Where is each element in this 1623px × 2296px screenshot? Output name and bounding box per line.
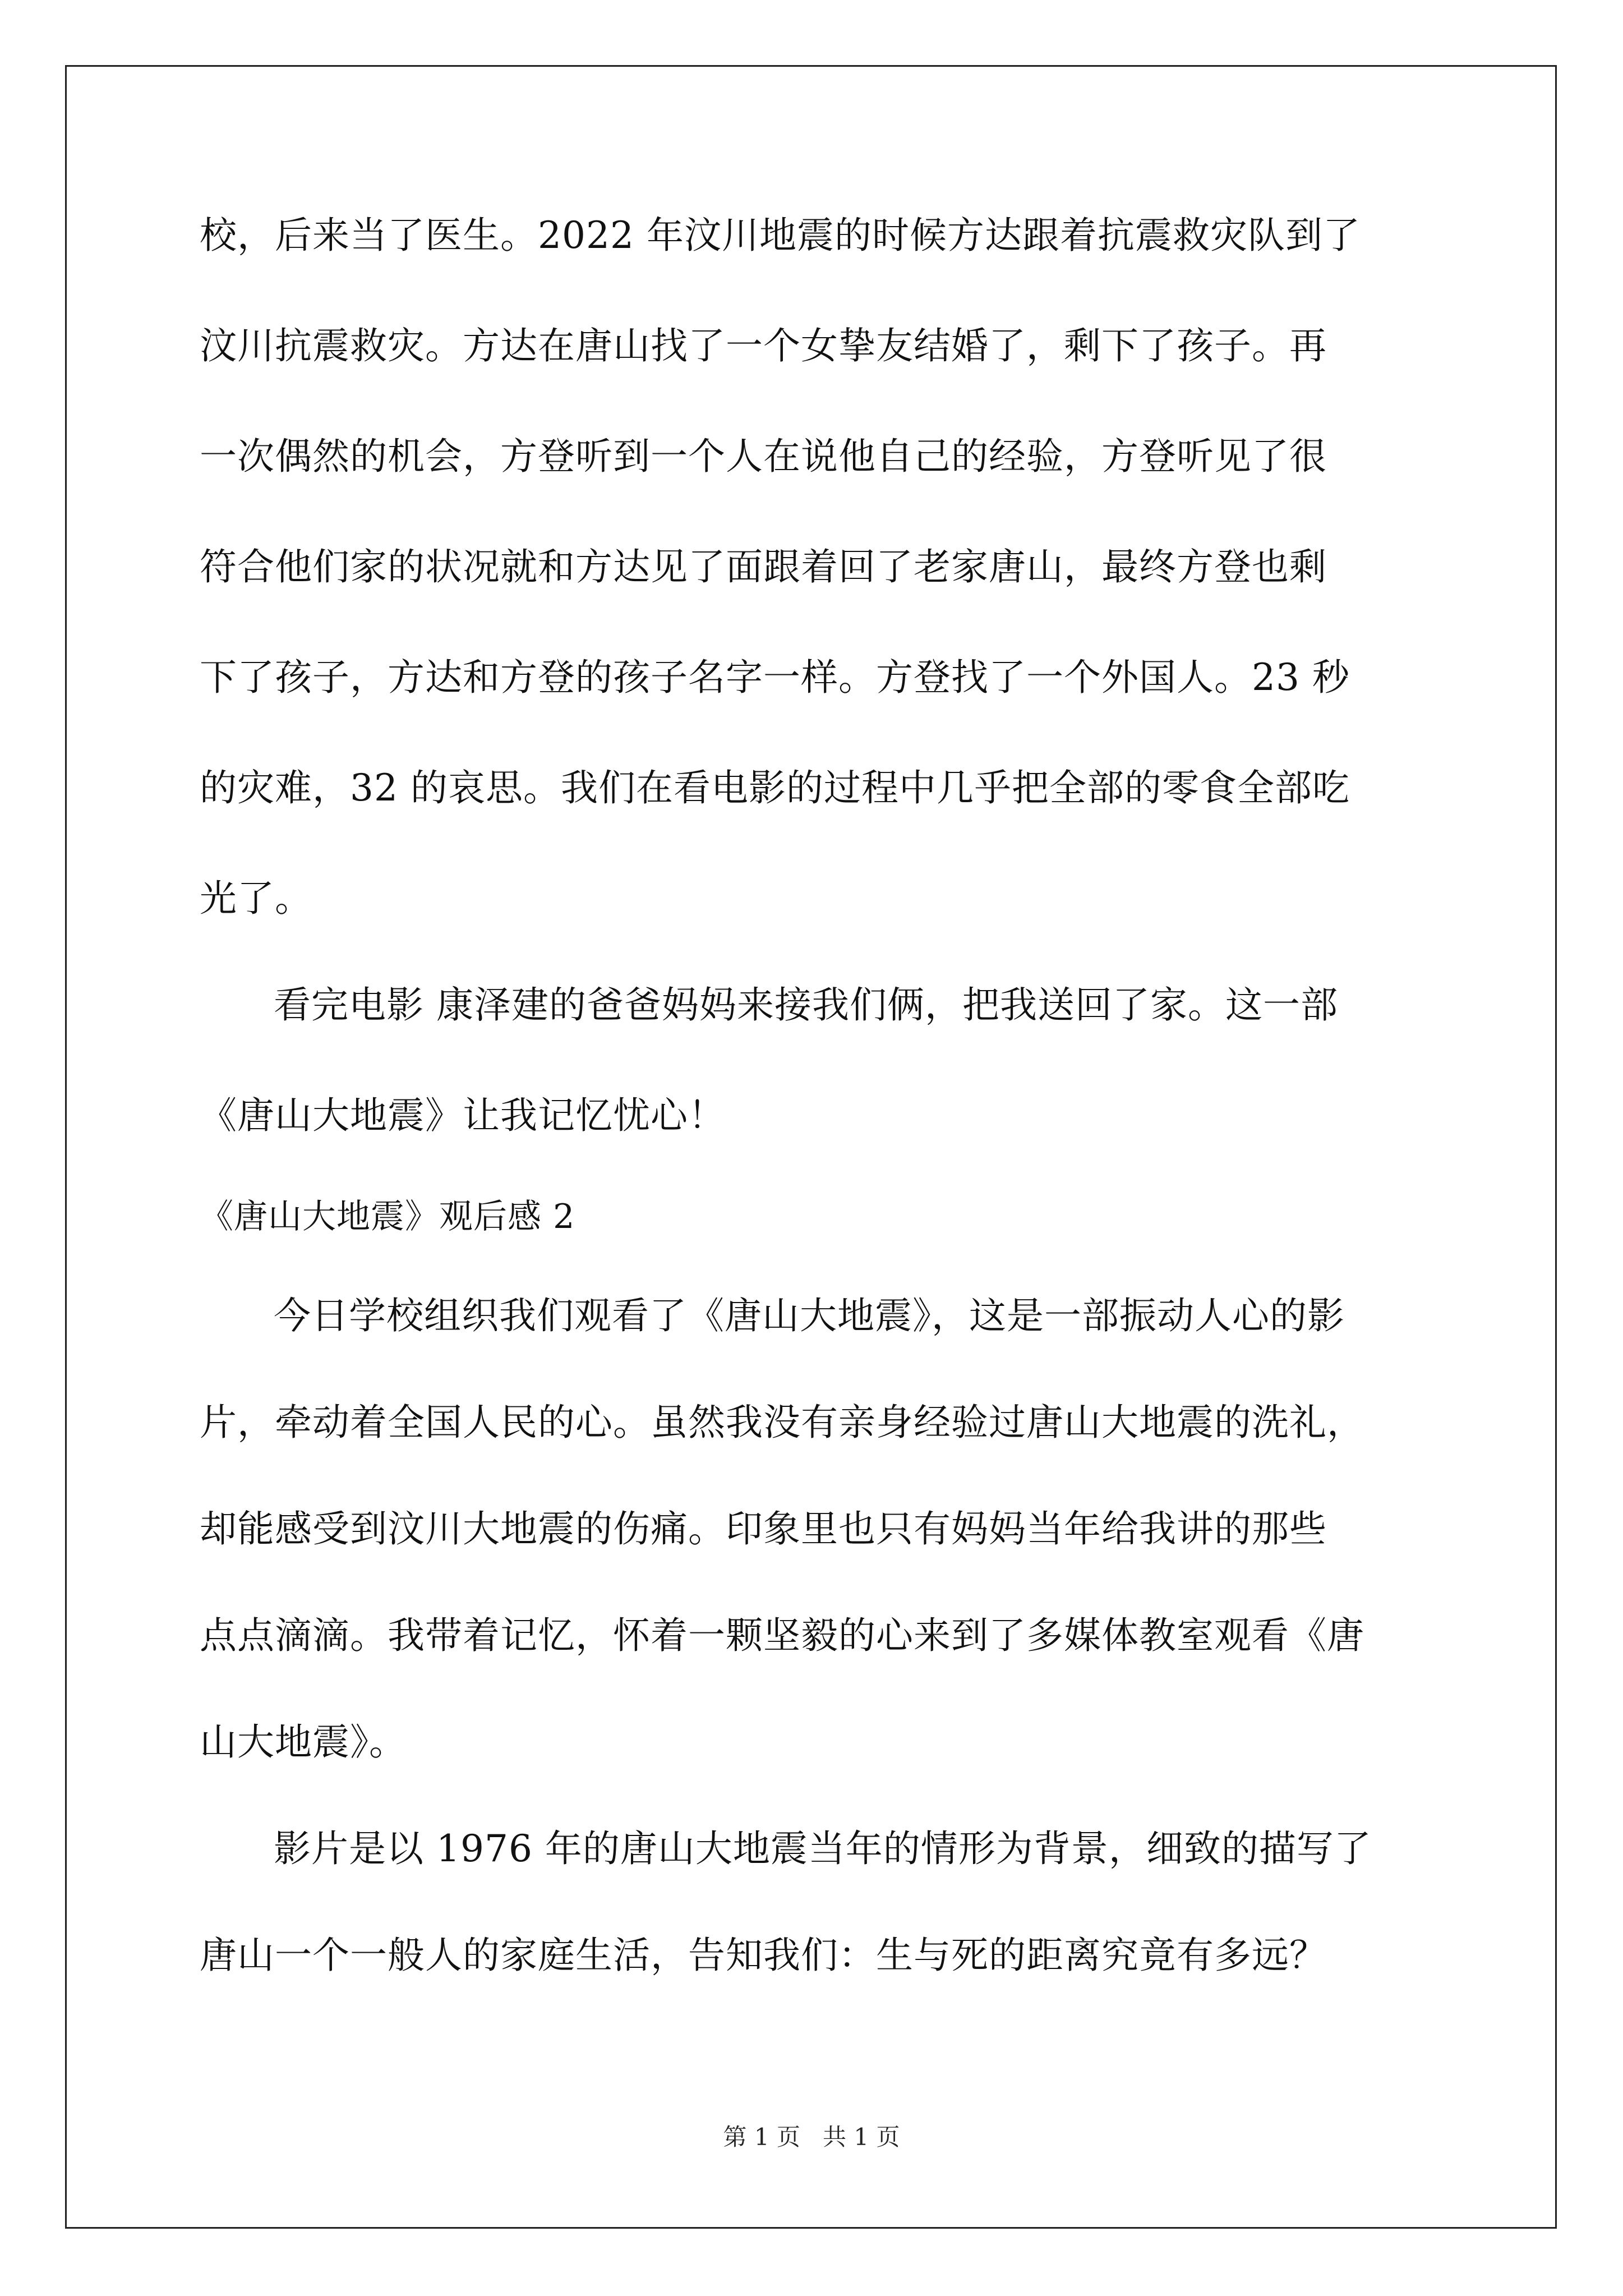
text-line: 片，牵动着全国人民的心。虽然我没有亲身经验过唐山大地震的洗礼， xyxy=(200,1401,1364,1444)
text-line: 今日学校组织我们观看了《唐山大地震》，这是一部振动人心的影 xyxy=(274,1294,1345,1337)
text-line: 校，后来当了医生。2022 年汶川地震的时候方达跟着抗震救灾队到了 xyxy=(200,214,1361,257)
text-line: 汶川抗震救灾。方达在唐山找了一个女挚友结婚了，剩下了孩子。再 xyxy=(200,324,1327,367)
text-line: 符合他们家的状况就和方达见了面跟着回了老家唐山，最终方登也剩 xyxy=(200,545,1327,588)
text-line: 《唐山大地震》让我记忆忧心！ xyxy=(200,1094,726,1137)
page-number-footer: 第 1 页 共 1 页 xyxy=(723,2123,900,2151)
text-line: 看完电影 康泽建的爸爸妈妈来接我们俩，把我送回了家。这一部 xyxy=(274,983,1338,1027)
text-line: 影片是以 1976 年的唐山大地震当年的情形为背景，细致的描写了 xyxy=(274,1827,1372,1870)
text-line: 点点滴滴。我带着记忆，怀着一颗坚毅的心来到了多媒体教室观看《唐 xyxy=(200,1614,1364,1657)
text-line: 光了。 xyxy=(200,877,312,920)
text-line: 山大地震》。 xyxy=(200,1720,407,1764)
section-title: 《唐山大地震》观后感 2 xyxy=(200,1197,575,1236)
text-line: 唐山一个一般人的家庭生活，告知我们：生与死的距离究竟有多远？ xyxy=(200,1934,1327,1977)
text-line: 的灾难，32 的哀思。我们在看电影的过程中几乎把全部的零食全部吃 xyxy=(200,766,1350,809)
page-border xyxy=(65,65,1557,2229)
text-line: 下了孩子，方达和方登的孩子名字一样。方登找了一个外国人。23 秒 xyxy=(200,656,1350,699)
text-line: 却能感受到汶川大地震的伤痛。印象里也只有妈妈当年给我讲的那些 xyxy=(200,1507,1327,1550)
text-line: 一次偶然的机会，方登听到一个人在说他自己的经验，方登听见了很 xyxy=(200,435,1327,478)
